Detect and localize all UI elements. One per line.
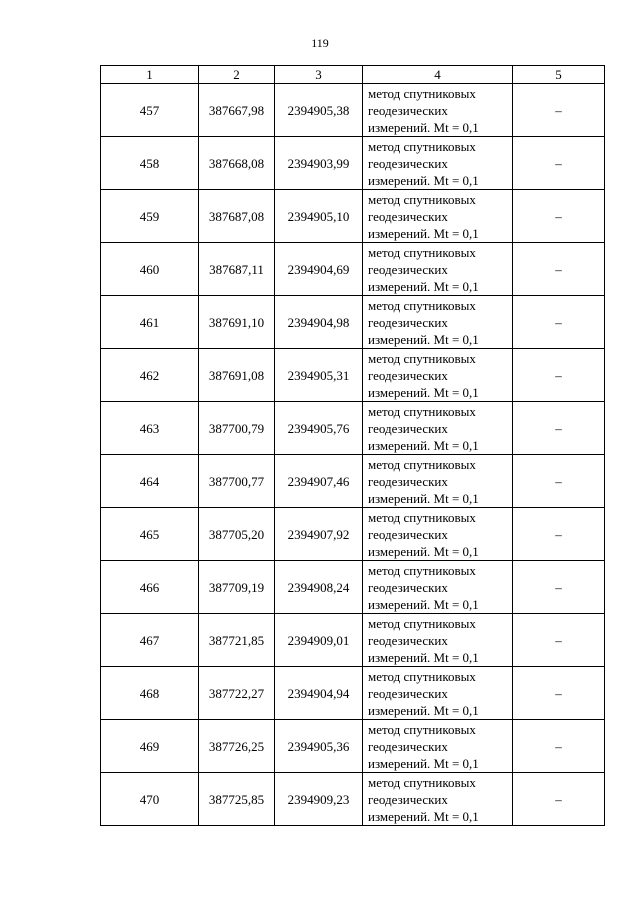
point-number-cell: 469 [101, 720, 199, 773]
y-coordinate-cell: 2394907,92 [275, 508, 363, 561]
x-coordinate-cell: 387700,77 [199, 455, 275, 508]
point-number-cell: 460 [101, 243, 199, 296]
method-line: геодезических [368, 367, 448, 383]
method-line: метод спутниковых [368, 668, 476, 684]
table-row [101, 190, 605, 243]
method-cell [363, 402, 513, 455]
table-row [101, 296, 605, 349]
method-cell [363, 508, 513, 561]
table-row [101, 84, 605, 137]
x-coordinate-cell: 387691,08 [199, 349, 275, 402]
table-header-row [101, 66, 605, 84]
method-line: геодезических [368, 420, 448, 436]
x-coordinate-cell: 387709,19 [199, 561, 275, 614]
note-cell: – [513, 296, 605, 349]
point-number-cell: 466 [101, 561, 199, 614]
method-line: измерений. Mt = 0,1 [368, 437, 479, 453]
table-row [101, 561, 605, 614]
table-row [101, 137, 605, 190]
table-row [101, 614, 605, 667]
table-row [101, 773, 605, 826]
column-header: 5 [513, 66, 605, 84]
note-cell: – [513, 614, 605, 667]
method-cell [363, 455, 513, 508]
y-coordinate-cell: 2394904,94 [275, 667, 363, 720]
note-cell: – [513, 667, 605, 720]
method-cell [363, 296, 513, 349]
method-line: геодезических [368, 473, 448, 489]
coordinates-table [100, 65, 605, 826]
method-line: измерений. Mt = 0,1 [368, 490, 479, 506]
y-coordinate-cell: 2394905,36 [275, 720, 363, 773]
x-coordinate-cell: 387668,08 [199, 137, 275, 190]
method-cell [363, 243, 513, 296]
point-number-cell: 457 [101, 84, 199, 137]
method-line: геодезических [368, 155, 448, 171]
method-line: метод спутниковых [368, 350, 476, 366]
method-cell [363, 349, 513, 402]
x-coordinate-cell: 387667,98 [199, 84, 275, 137]
y-coordinate-cell: 2394907,46 [275, 455, 363, 508]
table-row [101, 455, 605, 508]
method-line: измерений. Mt = 0,1 [368, 755, 479, 771]
method-line: геодезических [368, 738, 448, 754]
method-line: геодезических [368, 791, 448, 807]
table-row [101, 243, 605, 296]
column-header: 3 [275, 66, 363, 84]
x-coordinate-cell: 387687,08 [199, 190, 275, 243]
x-coordinate-cell: 387722,27 [199, 667, 275, 720]
x-coordinate-cell: 387687,11 [199, 243, 275, 296]
method-line: измерений. Mt = 0,1 [368, 172, 479, 188]
method-cell [363, 720, 513, 773]
point-number-cell: 458 [101, 137, 199, 190]
method-line: метод спутниковых [368, 774, 476, 790]
x-coordinate-cell: 387725,85 [199, 773, 275, 826]
note-cell: – [513, 84, 605, 137]
method-line: измерений. Mt = 0,1 [368, 384, 479, 400]
table-row [101, 349, 605, 402]
y-coordinate-cell: 2394905,76 [275, 402, 363, 455]
column-header: 2 [199, 66, 275, 84]
method-line: измерений. Mt = 0,1 [368, 331, 479, 347]
method-line: измерений. Mt = 0,1 [368, 702, 479, 718]
method-line: метод спутниковых [368, 562, 476, 578]
method-line: метод спутниковых [368, 85, 476, 101]
y-coordinate-cell: 2394905,31 [275, 349, 363, 402]
method-line: геодезических [368, 261, 448, 277]
method-cell [363, 84, 513, 137]
method-cell [363, 190, 513, 243]
table-row [101, 720, 605, 773]
method-line: метод спутниковых [368, 615, 476, 631]
note-cell: – [513, 402, 605, 455]
method-line: измерений. Mt = 0,1 [368, 808, 479, 824]
method-cell [363, 561, 513, 614]
y-coordinate-cell: 2394904,98 [275, 296, 363, 349]
method-line: метод спутниковых [368, 138, 476, 154]
note-cell: – [513, 190, 605, 243]
column-header: 4 [363, 66, 513, 84]
point-number-cell: 461 [101, 296, 199, 349]
note-cell: – [513, 243, 605, 296]
method-line: измерений. Mt = 0,1 [368, 278, 479, 294]
column-header: 1 [101, 66, 199, 84]
note-cell: – [513, 137, 605, 190]
point-number-cell: 468 [101, 667, 199, 720]
method-line: измерений. Mt = 0,1 [368, 119, 479, 135]
note-cell: – [513, 561, 605, 614]
x-coordinate-cell: 387700,79 [199, 402, 275, 455]
y-coordinate-cell: 2394905,38 [275, 84, 363, 137]
y-coordinate-cell: 2394905,10 [275, 190, 363, 243]
method-line: метод спутниковых [368, 456, 476, 472]
x-coordinate-cell: 387691,10 [199, 296, 275, 349]
y-coordinate-cell: 2394904,69 [275, 243, 363, 296]
method-line: метод спутниковых [368, 244, 476, 260]
x-coordinate-cell: 387705,20 [199, 508, 275, 561]
point-number-cell: 470 [101, 773, 199, 826]
point-number-cell: 463 [101, 402, 199, 455]
method-cell [363, 614, 513, 667]
note-cell: – [513, 773, 605, 826]
method-line: геодезических [368, 314, 448, 330]
method-line: метод спутниковых [368, 721, 476, 737]
y-coordinate-cell: 2394909,23 [275, 773, 363, 826]
y-coordinate-cell: 2394909,01 [275, 614, 363, 667]
method-line: геодезических [368, 632, 448, 648]
table-row [101, 508, 605, 561]
method-line: геодезических [368, 102, 448, 118]
method-line: измерений. Mt = 0,1 [368, 543, 479, 559]
note-cell: – [513, 720, 605, 773]
method-line: измерений. Mt = 0,1 [368, 649, 479, 665]
method-cell [363, 773, 513, 826]
y-coordinate-cell: 2394908,24 [275, 561, 363, 614]
x-coordinate-cell: 387721,85 [199, 614, 275, 667]
point-number-cell: 459 [101, 190, 199, 243]
method-line: геодезических [368, 579, 448, 595]
method-line: геодезических [368, 685, 448, 701]
point-number-cell: 467 [101, 614, 199, 667]
x-coordinate-cell: 387726,25 [199, 720, 275, 773]
method-line: геодезических [368, 526, 448, 542]
point-number-cell: 465 [101, 508, 199, 561]
method-cell [363, 667, 513, 720]
note-cell: – [513, 349, 605, 402]
note-cell: – [513, 508, 605, 561]
method-line: метод спутниковых [368, 403, 476, 419]
method-cell [363, 137, 513, 190]
point-number-cell: 462 [101, 349, 199, 402]
point-number-cell: 464 [101, 455, 199, 508]
method-line: геодезических [368, 208, 448, 224]
page-number: 119 [311, 36, 329, 50]
method-line: измерений. Mt = 0,1 [368, 225, 479, 241]
y-coordinate-cell: 2394903,99 [275, 137, 363, 190]
table-row [101, 667, 605, 720]
method-line: метод спутниковых [368, 191, 476, 207]
note-cell: – [513, 455, 605, 508]
method-line: метод спутниковых [368, 297, 476, 313]
method-line: метод спутниковых [368, 509, 476, 525]
method-line: измерений. Mt = 0,1 [368, 596, 479, 612]
table-row [101, 402, 605, 455]
